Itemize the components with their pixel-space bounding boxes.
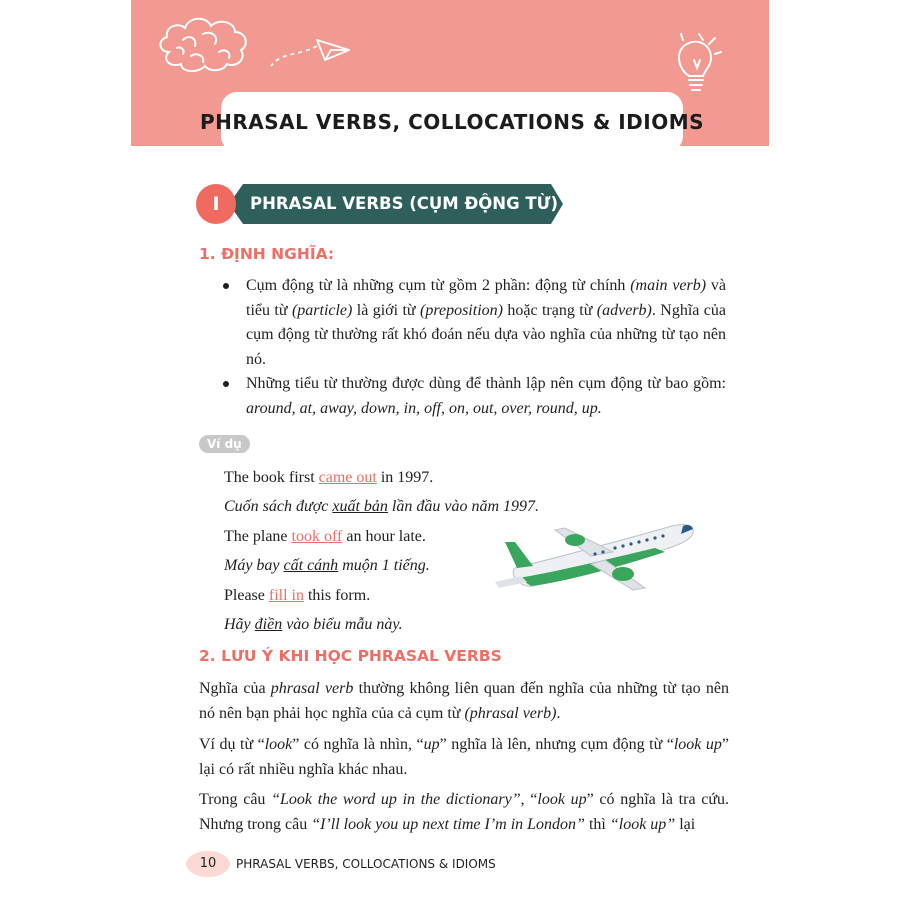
section-title: PHRASAL VERBS (CỤM ĐỘNG TỪ): [250, 194, 558, 213]
example-english-3: Please fill in this form.: [224, 587, 371, 604]
example-badge: Ví dụ: [199, 435, 250, 453]
page: [131, 0, 769, 900]
paragraph-1: Nghĩa của phrasal verb thường không liên quan đến nghĩa của những từ tạo nên nó nên bạn phải học nghĩa của cả cụm từ (phrasal verb).: [199, 680, 729, 722]
list-item: Cụm động từ là những cụm từ gồm 2 phần: động từ chính (main verb) và tiểu từ (particle) là giới từ (preposition) hoặc trạng từ (adverb). Nghĩa của cụm động từ thường rất khó đoán nếu dựa vào nghĩa của những từ tạo nên nó.: [246, 274, 726, 372]
list-item: Những tiểu từ thường được dùng để thành lập nên cụm động từ bao gồm: around, at, away, down, in, off, on, out, over, round, up.: [246, 372, 726, 421]
phrasal-verb: took off: [291, 528, 343, 545]
lightbulb-icon: [679, 34, 721, 90]
page-number: 10: [199, 856, 217, 871]
example-vietnamese-3: Hãy điền vào biểu mẫu này.: [224, 616, 403, 633]
definition-list: [246, 274, 726, 421]
footer-title: PHRASAL VERBS, COLLOCATIONS & IDIOMS: [236, 857, 496, 871]
example-vietnamese-2: Máy bay cất cánh muộn 1 tiếng.: [224, 557, 430, 574]
airplane-illustration: [495, 512, 705, 592]
example-english-2: The plane took off an hour late.: [224, 528, 426, 545]
example-english-1: The book first came out in 1997.: [224, 469, 434, 486]
page-title: PHRASAL VERBS, COLLOCATIONS & IDIOMS: [199, 110, 705, 134]
notes-heading: 2. LƯU Ý KHI HỌC PHRASAL VERBS: [199, 647, 502, 665]
phrasal-verb: fill in: [268, 587, 304, 604]
paragraph-3: Trong câu “Look the word up in the dictionary”, “look up” có nghĩa là tra cứu. Nhưng trong câu “I’ll look you up next time I’m in London” thì “look up” lại: [199, 791, 729, 833]
brain-icon: [160, 19, 245, 71]
title-box: [199, 92, 705, 152]
definition-heading: 1. ĐỊNH NGHĨA:: [199, 245, 335, 263]
section-number-badge: I: [196, 184, 236, 224]
header-banner: [131, 0, 769, 146]
paper-plane-icon: [271, 40, 349, 66]
paragraph-2: Ví dụ từ “look” có nghĩa là nhìn, “up” nghĩa là lên, nhưng cụm động từ “look up” lại có rất nhiều nghĩa khác nhau.: [199, 736, 730, 778]
example-vietnamese-1: Cuốn sách được xuất bản lần đầu vào năm 1997.: [224, 498, 540, 515]
section-header: [191, 184, 571, 224]
phrasal-verb: came out: [318, 469, 377, 486]
